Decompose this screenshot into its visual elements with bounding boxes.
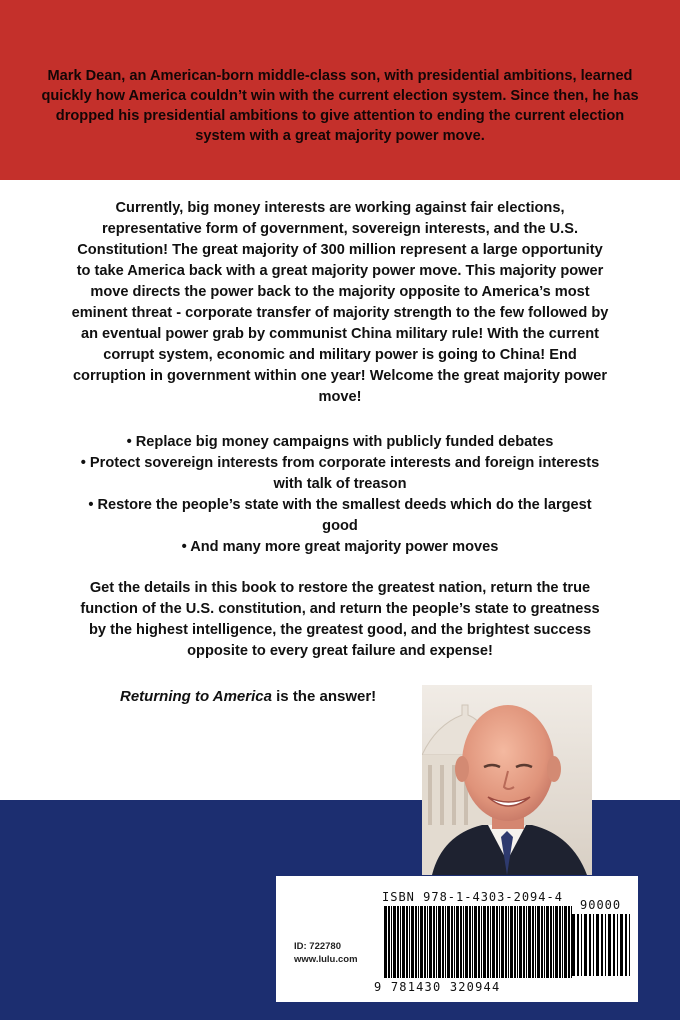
barcode-bar xyxy=(555,906,558,978)
intro-paragraph: Currently, big money interests are working against fair elections, representative form of government, sovereign interests, and the U.S. Constitution! The great majority of 300 million represent a large opportunity to take America back with a great majority power move. This majority power move directs the power back to the majority opposite to America’s most eminent threat - corporate transfer of majority strength to the few followed by an eventual power grab by communist China military rule! With the current corrupt system, economic and military power is going to China! End corruption in government within one year! Welcome the great majority power move! xyxy=(71,200,609,405)
barcode-bar xyxy=(438,906,441,978)
barcode-bar xyxy=(505,906,507,978)
barcode-bar xyxy=(620,914,623,976)
barcode-bar xyxy=(546,906,549,978)
top-red-band xyxy=(0,0,680,180)
barcode-bar xyxy=(526,906,527,978)
barcode-bar xyxy=(384,906,387,978)
barcode-bar xyxy=(400,906,401,978)
barcode-bar xyxy=(581,914,582,976)
barcode-bar xyxy=(589,914,591,976)
barcode-bar xyxy=(393,906,396,978)
barcode-bar xyxy=(397,906,399,978)
barcode-bar xyxy=(391,906,392,978)
barcode-bar xyxy=(499,906,500,978)
barcode-bar xyxy=(550,906,552,978)
barcode-bar xyxy=(568,906,570,978)
barcode-bar xyxy=(483,906,486,978)
book-title: Returning to America xyxy=(120,688,272,705)
barcode-bar xyxy=(451,906,453,978)
barcode-bar xyxy=(427,906,428,978)
barcode-bar xyxy=(535,906,536,978)
barcode-bar xyxy=(490,906,491,978)
barcode-bar xyxy=(617,914,618,976)
barcode-bar xyxy=(478,906,480,978)
price-barcode xyxy=(572,914,634,976)
barcode-bar xyxy=(436,906,437,978)
author-blurb: Mark Dean, an American-born middle-class son, with presidential ambitions, learned quickly how America couldn’t win with the current election system. Since then, he has dropped his presidential ambitions to give attention to ending the current election system with a great majority power move. xyxy=(41,68,639,144)
barcode-bar xyxy=(584,914,587,976)
barcode-bar xyxy=(593,914,594,976)
barcode-bar xyxy=(406,906,408,978)
barcode-bar xyxy=(487,906,489,978)
barcode-bar xyxy=(510,906,513,978)
bullet-item: • Restore the people’s state with the smallest deeds which do the largest good xyxy=(88,497,592,534)
barcode-bar xyxy=(532,906,534,978)
barcode-bar xyxy=(572,914,575,976)
bullet-item: • Protect sovereign interests from corporate interests and foreign interests with talk of treason xyxy=(80,455,600,492)
barcode-bar xyxy=(528,906,531,978)
barcode-bar xyxy=(629,914,630,976)
bullet-item: • And many more great majority power moves xyxy=(181,539,499,555)
barcode-bar xyxy=(562,906,563,978)
barcode-bar xyxy=(492,906,495,978)
isbn-barcode xyxy=(384,906,574,978)
barcode-bar xyxy=(402,906,405,978)
barcode-bar xyxy=(564,906,567,978)
barcode-bar xyxy=(469,906,471,978)
price-code: 90000 xyxy=(580,898,622,912)
barcode-bar xyxy=(388,906,390,978)
barcode-bar xyxy=(508,906,509,978)
barcode-bar xyxy=(523,906,525,978)
barcode-bar xyxy=(445,906,446,978)
tagline-rest: is the answer! xyxy=(271,688,377,705)
barcode-bar xyxy=(514,906,516,978)
barcode-bar xyxy=(424,906,426,978)
barcode-bar xyxy=(517,906,518,978)
barcode-bar xyxy=(415,906,417,978)
barcode-bar xyxy=(501,906,504,978)
barcode-bar xyxy=(553,906,554,978)
barcode-bar xyxy=(447,906,450,978)
barcode-bar xyxy=(537,906,540,978)
barcode-bar xyxy=(442,906,444,978)
barcode-bar xyxy=(541,906,543,978)
barcode-bar xyxy=(481,906,482,978)
bullet-item: • Replace big money campaigns with publicly funded debates xyxy=(126,434,554,450)
barcode-bar xyxy=(454,906,455,978)
closing-paragraph: Get the details in this book to restore the greatest nation, return the true function of the U.S. constitution, and return the people’s state to greatness by the highest intelligence, the greatest good, and the brightest success opposite to every great failure and expense! xyxy=(80,580,600,659)
barcode-bar xyxy=(596,914,599,976)
tagline xyxy=(120,688,376,705)
barcode-panel xyxy=(276,876,638,1002)
publisher-id: ID: 722780 xyxy=(294,941,342,952)
barcode-bar xyxy=(601,914,603,976)
barcode-bar xyxy=(496,906,498,978)
barcode-bar xyxy=(465,906,468,978)
barcode-bar xyxy=(433,906,435,978)
barcode-bar xyxy=(605,914,606,976)
barcode-bar xyxy=(409,906,410,978)
barcode-bar xyxy=(577,914,579,976)
barcode-bar xyxy=(519,906,522,978)
barcode-bar xyxy=(418,906,419,978)
barcode-bar xyxy=(463,906,464,978)
barcode-bar xyxy=(456,906,459,978)
barcode-bar xyxy=(411,906,414,978)
barcode-bar xyxy=(625,914,627,976)
barcode-bar xyxy=(420,906,423,978)
barcode-bar xyxy=(472,906,473,978)
publisher-url: www.lulu.com xyxy=(294,954,358,965)
author-photo xyxy=(422,685,592,875)
isbn-label: ISBN 978-1-4303-2094-4 xyxy=(382,890,563,904)
barcode-bar xyxy=(608,914,611,976)
bullet-list xyxy=(70,432,610,558)
ean-digits: 9 781430 320944 xyxy=(374,980,501,994)
barcode-bar xyxy=(460,906,462,978)
barcode-bar xyxy=(613,914,615,976)
barcode-bar xyxy=(429,906,432,978)
barcode-bar xyxy=(474,906,477,978)
barcode-bar xyxy=(559,906,561,978)
publisher-info xyxy=(294,940,358,966)
barcode-bar xyxy=(544,906,545,978)
